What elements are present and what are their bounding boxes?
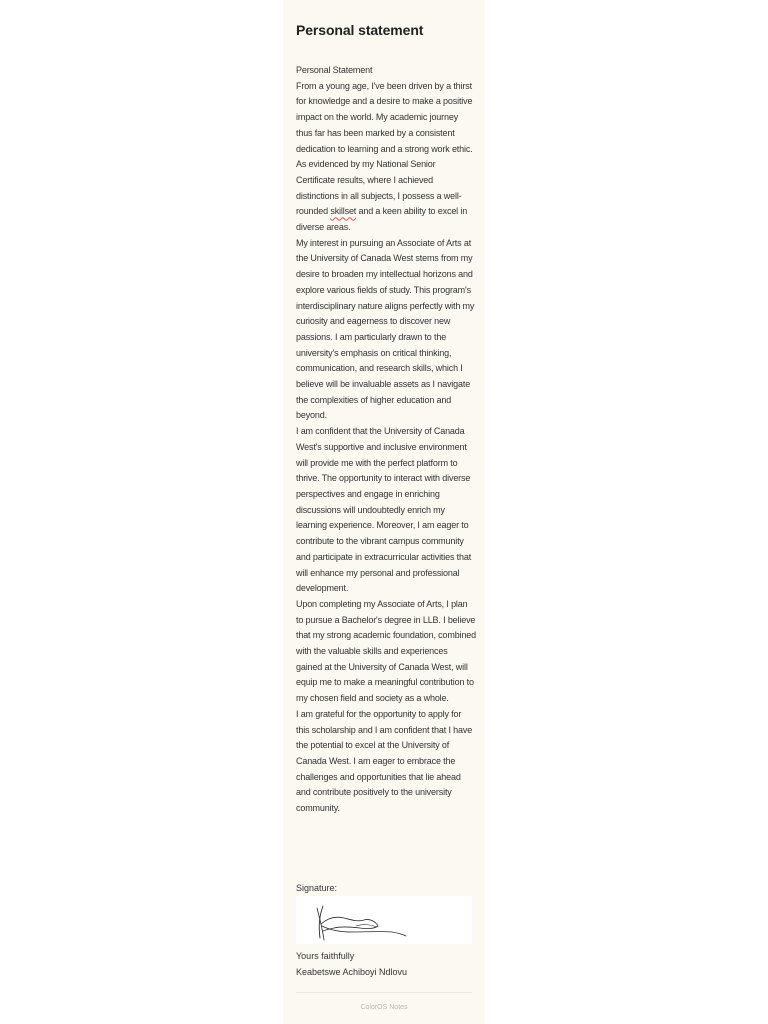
statement-heading: Personal Statement	[296, 65, 373, 75]
footer-divider	[296, 992, 472, 993]
closing-phrase: Yours faithfully	[296, 951, 355, 961]
statement-paragraph-5: I am grateful for the opportunity to apply for this scholarship and I am confident that I have the potential to excel at the University of Canada West. I am eager to embrace the challenges and opportunities that lie ahead and contribute positively to the university community.	[296, 708, 473, 814]
statement-paragraph-4: Upon completing my Associate of Arts, I plan to pursue a Bachelor's degree in LLB. I believe that my strong academic foundation, combined with the valuable skills and experiences gained at the University of Canada West, will equip me to make a meaningful contribution to my chosen field and society as a whole.	[296, 598, 477, 704]
statement-paragraph-2: My interest in pursuing an Associate of Arts at the University of Canada West stems from my desire to broaden my intellectual horizons and explore various fields of study. This program's interdisciplinary nature aligns perfectly with my curiosity and eagerness to discover new passions. I am particularly drawn to the university's emphasis on critical thinking, communication, and research skills, which I believe will be invaluable assets as I navigate the complexities of higher education and beyond.	[296, 237, 475, 421]
author-name: Keabetswe Achiboyi Ndlovu	[296, 966, 408, 977]
note-body[interactable]	[296, 63, 476, 817]
paragraph-1-text: From a young age, I've been driven by a thirst for knowledge and a desire to make a positive impact on the world. My academic journey thus far has been marked by a consistent dedication to learning and a strong work ethic. As evidenced by my National Senior Certificate results, where I achieved distinctions in all subjects, I possess a well-rounded	[296, 80, 473, 217]
closing-block	[296, 949, 407, 980]
statement-paragraph-3: I am confident that the University of Canada West's supportive and inclusive environment will provide me with the perfect platform to thrive. The opportunity to interact with diverse perspectives and engage in enriching discussions will undoubtedly enrich my learning experience. Moreover, I am eager to contribute to the vibrant campus community and participate in extracurricular activities that will enhance my personal and professional development.	[296, 426, 472, 594]
app-brand-footer: ColorOS Notes	[360, 1004, 408, 1011]
paragraph-1-tail: and a keen ability to excel in diverse areas.	[296, 206, 468, 233]
note-title[interactable]: Personal statement	[296, 22, 424, 38]
signature-icon	[296, 896, 472, 944]
misspelled-word[interactable]: skillset	[330, 206, 357, 217]
signature-image[interactable]	[296, 896, 472, 944]
signature-label: Signature:	[296, 883, 338, 893]
note-panel	[283, 0, 485, 1024]
statement-paragraph-1	[296, 79, 476, 236]
